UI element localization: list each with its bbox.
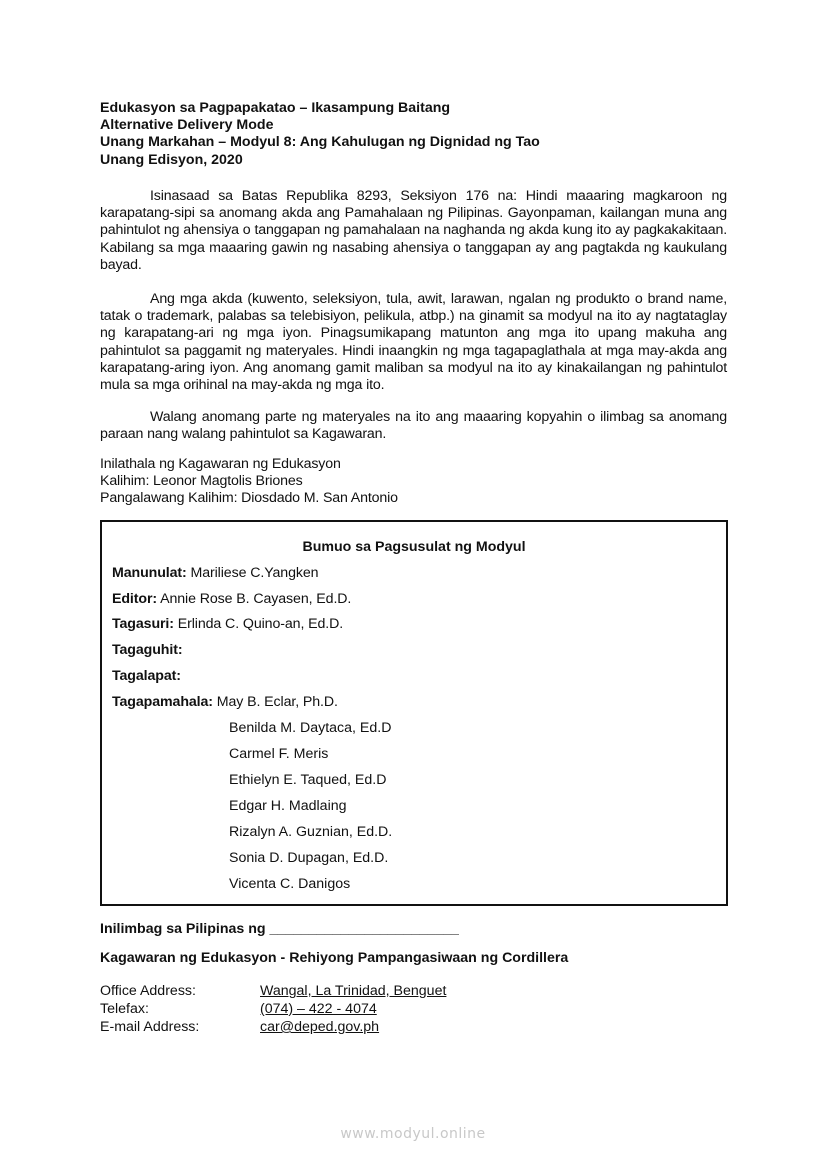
copyright-paragraph-3: Walang anomang parte ng materyales na ito ang maaaring kopyahin o ilimbag sa anomang paraan nang walang pahintulot sa Kagawaran. xyxy=(100,409,727,443)
office-address-link[interactable]: Wangal, La Trinidad, Benguet xyxy=(260,983,447,999)
edition: Unang Edisyon, 2020 xyxy=(100,151,243,168)
credits-box xyxy=(100,520,728,906)
manager-name: Vicenta C. Danigos xyxy=(229,876,351,892)
credit-row-writer: Manunulat: Mariliese C.Yangken xyxy=(112,565,319,581)
manager-name: Sonia D. Dupagan, Ed.D. xyxy=(229,850,389,866)
copyright-paragraph-1: Isinasaad sa Batas Republika 8293, Seksiyon 176 na: Hindi maaaring magkaroon ng karapatang-sipi sa anomang akda ang Pamahalaan ng Pilipinas. Gayonpaman, kailangan muna ang pahintulot ng ahensiya o tanggapan ng pamahalaan na naghanda ng akda kung ito ay pagkakakitaan. Kabilang sa mga maaaring gawin ng nasabing ahensiya o tanggapan ay ang pagtakda ng kaukulang bayad. xyxy=(100,188,727,273)
department-name: Kagawaran ng Edukasyon - Rehiyong Pampangasiwaan ng Cordillera xyxy=(100,950,569,966)
credit-row-illustrator: Tagaguhit: xyxy=(112,642,183,658)
printed-in-line: Inilimbag sa Pilipinas ng ________________________ xyxy=(100,921,459,937)
document-header xyxy=(100,100,540,169)
contact-email xyxy=(100,1019,379,1035)
publisher-line: Inilathala ng Kagawaran ng Edukasyon xyxy=(100,456,341,472)
telefax-link[interactable]: (074) – 422 - 4074 xyxy=(260,1001,377,1017)
contact-office-address xyxy=(100,983,446,999)
contact-telefax xyxy=(100,1001,377,1017)
undersecretary-line: Pangalawang Kalihim: Diosdado M. San Antonio xyxy=(100,490,398,507)
contact-label: E-mail Address: xyxy=(100,1019,200,1035)
credit-row-layout: Tagalapat: xyxy=(112,668,181,684)
publisher-info xyxy=(100,456,398,508)
credit-row-reviewer: Tagasuri: Erlinda C. Quino-an, Ed.D. xyxy=(112,616,344,632)
subject-title: Edukasyon sa Pagpapakatao – Ikasampung Baitang xyxy=(100,100,451,116)
manager-name: Rizalyn A. Guznian, Ed.D. xyxy=(229,824,393,840)
manager-name: Carmel F. Meris xyxy=(229,746,329,762)
manager-name: Benilda M. Daytaca, Ed.D xyxy=(229,720,392,736)
credits-title: Bumuo sa Pagsusulat ng Modyul xyxy=(302,539,526,555)
contact-label: Office Address: xyxy=(100,983,196,999)
credit-row-management: Tagapamahala: May B. Eclar, Ph.D. xyxy=(112,694,338,710)
copyright-paragraph-2: Ang mga akda (kuwento, seleksiyon, tula, awit, larawan, ngalan ng produkto o brand name, tatak o trademark, palabas sa telebisiyon, pelikula, atbp.) na ginamit sa modyul na ito ay nagtataglay ng karapatang-ari ng mga iyon. Pinagsumikapang matunton ang mga ito upang makuha ang pahintulot sa paggamit ng materyales. Hindi inaangkin ng mga tagapaglathala at mga may-akda ang karapatang-aring iyon. Ang anomang gamit maliban sa modyul na ito ay kinakailangan ng pahintulot mula sa mga orihinal na may-akda ng mga ito. xyxy=(100,291,727,394)
credit-row-editor: Editor: Annie Rose B. Cayasen, Ed.D. xyxy=(112,591,352,607)
contact-label: Telefax: xyxy=(100,1001,149,1017)
watermark: www.modyul.online xyxy=(340,1126,486,1142)
email-link[interactable]: car@deped.gov.ph xyxy=(260,1019,380,1035)
module-title: Unang Markahan – Modyul 8: Ang Kahulugan ng Dignidad ng Tao xyxy=(100,134,540,151)
secretary-line: Kalihim: Leonor Magtolis Briones xyxy=(100,473,303,490)
delivery-mode: Alternative Delivery Mode xyxy=(100,117,274,134)
manager-name: Ethielyn E. Taqued, Ed.D xyxy=(229,772,387,788)
manager-name: Edgar H. Madlaing xyxy=(229,798,347,814)
